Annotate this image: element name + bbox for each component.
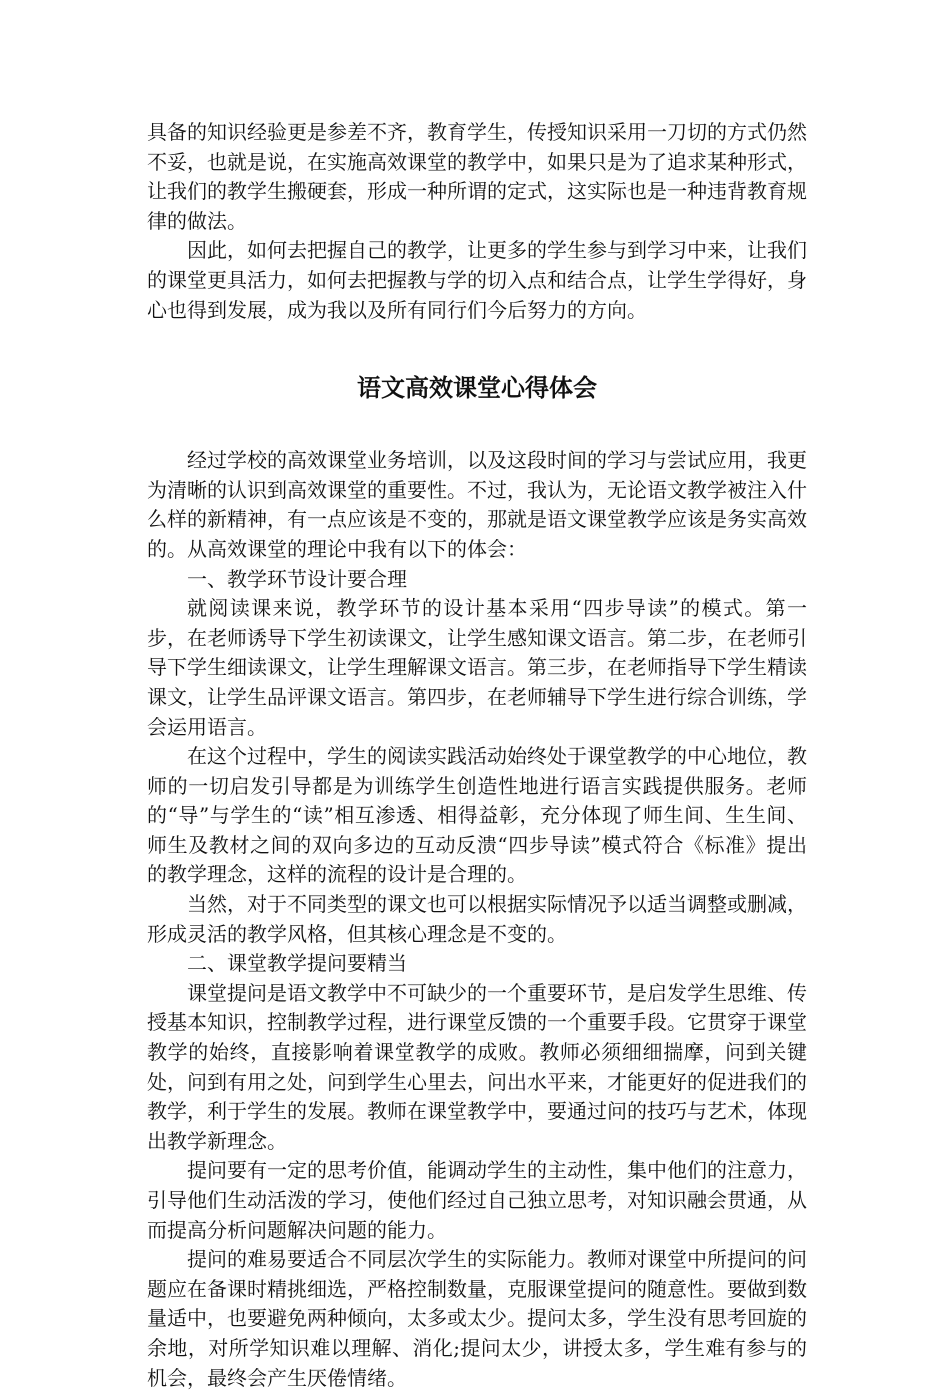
document-page bbox=[147, 118, 807, 1393]
body-paragraph: 在这个过程中，学生的阅读实践活动始终处于课堂教学的中心地位，教师的一切启发引导都是为训练学生创造性地进行语言实践提供服务。老师的“导”与学生的“读”相互渗透、相得益彰，充分体现了师生间、生生间、师生及教材之间的双向多边的互动反溃“四步导读”模式符合《标准》提出的教学理念，这样的流程的设计是合理的。 bbox=[147, 744, 807, 887]
body-paragraph: 经过学校的高效课堂业务培训，以及这段时间的学习与尝试应用，我更为清晰的认识到高效课堂的重要性。不过，我认为，无论语文教学被注入什么样的新精神，有一点应该是不变的，那就是语文课堂教学应该是务实高效的。从高效课堂的理论中我有以下的体会： bbox=[147, 448, 807, 561]
article-title: 语文高效课堂心得体会 bbox=[357, 374, 597, 403]
body-paragraph: 就阅读课来说，教学环节的设计基本采用“四步导读”的模式。第一步，在老师诱导下学生初读课文，让学生感知课文语言。第二步，在老师引导下学生细读课文，让学生理解课文语言。第三步，在老师指导下学生精读课文，让学生品评课文语言。第四步，在老师辅导下学生进行综合训练，学会运用语言。 bbox=[147, 596, 807, 739]
body-paragraph: 课堂提问是语文教学中不可缺少的一个重要环节，是启发学生思维、传授基本知识，控制教学过程，进行课堂反馈的一个重要手段。它贯穿于课堂教学的始终，直接影响着课堂教学的成败。教师必须细细揣摩，问到关键处，问到有用之处，问到学生心里去，问出水平来，才能更好的促进我们的教学，利于学生的发展。教师在课堂教学中，要通过问的技巧与艺术，体现出教学新理念。 bbox=[147, 980, 807, 1153]
section-heading: 一、教学环节设计要合理 bbox=[187, 566, 407, 591]
body-paragraph: 因此，如何去把握自己的教学，让更多的学生参与到学习中来，让我们的课堂更具活力，如何去把握教与学的切入点和结合点，让学生学得好，身心也得到发展，成为我以及所有同行们今后努力的方向。 bbox=[147, 238, 807, 322]
section-heading: 二、课堂教学提问要精当 bbox=[187, 951, 407, 976]
body-paragraph: 当然，对于不同类型的课文也可以根据实际情况予以适当调整或删减，形成灵活的教学风格，但其核心理念是不变的。 bbox=[147, 892, 807, 946]
body-paragraph: 具备的知识经验更是参差不齐，教育学生，传授知识采用一刀切的方式仍然不妥，也就是说，在实施高效课堂的教学中，如果只是为了追求某种形式，让我们的教学生搬硬套，形成一种所谓的定式，这实际也是一种违背教育规律的做法。 bbox=[147, 120, 807, 233]
body-paragraph: 提问要有一定的思考价值，能调动学生的主动性，集中他们的注意力，引导他们生动活泼的学习，使他们经过自己独立思考，对知识融会贯通，从而提高分析问题解决问题的能力。 bbox=[147, 1158, 807, 1242]
body-paragraph: 提问的难易要适合不同层次学生的实际能力。教师对课堂中所提问的问题应在备课时精挑细选，严格控制数量，克服课堂提问的随意性。要做到数量适中，也要避免两种倾向，太多或太少。提问太多，学生没有思考回旋的余地，对所学知识难以理解、消化;提问太少，讲授太多，学生难有参与的机会，最终会产生厌倦情绪。 bbox=[147, 1247, 807, 1390]
